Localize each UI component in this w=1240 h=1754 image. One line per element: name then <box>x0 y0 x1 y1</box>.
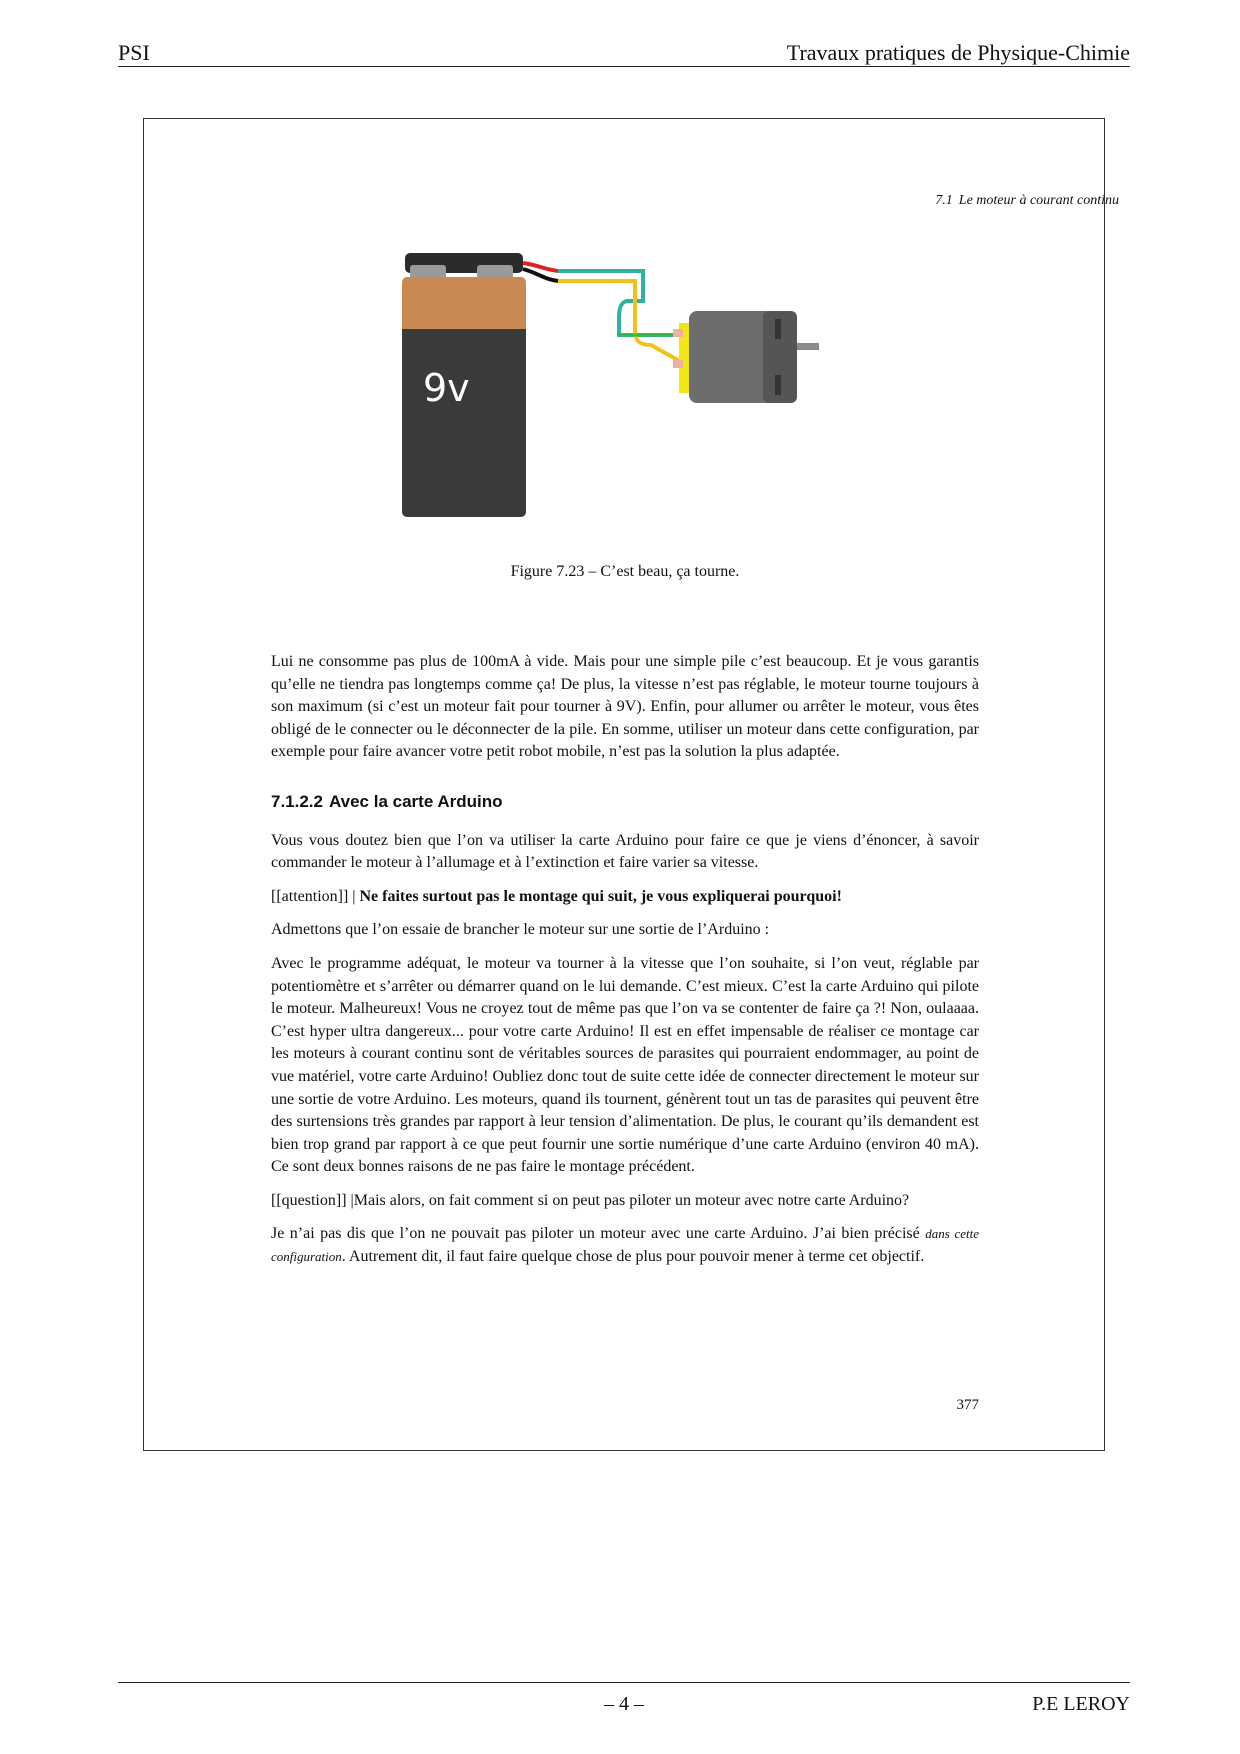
section-title: Avec la carte Arduino <box>329 791 503 811</box>
embedded-page-frame <box>143 118 1119 1451</box>
running-head <box>844 193 1119 209</box>
italic-phrase: dans cette configuration <box>271 1226 980 1265</box>
attention-warning: Ne faites surtout pas le montage qui suit, je vous expliquerai pourquoi! <box>359 887 842 905</box>
inner-page-number: 377 <box>956 1397 979 1413</box>
header-title: Travaux pratiques de Physique-Chimie <box>786 40 1130 65</box>
body-text <box>271 619 979 1280</box>
battery-motor-illustration <box>383 249 873 657</box>
figure-battery-motor <box>383 249 873 657</box>
battery-body <box>402 329 526 517</box>
footer-author: P.E LEROY <box>1032 1693 1130 1715</box>
paragraph-danger: Avec le programme adéquat, le moteur va tourner à la vitesse que l’on souhaite, si l’on veut, réglable par potentiomètre et s’arrêter ou démarrer quand on le lui demande. C’est mieux. C’est la carte Arduino qui pilote le moteur. Malheureux! Vous ne croyez tout de même pas que l’on va se contenter de faire ça ?! Non, oulaaaa. C’est hyper ultra dangereux... pour votre carte Arduino! Il est en effet impensable de réaliser ce montage car les moteurs à courant continu sont de véritables sources de parasites qui pourraient endommager, au point de vue matériel, votre carte Arduino! Oubliez donc tout de suite cette idée de connecter directement le moteur sur une sortie de votre Arduino. Les moteurs, quand ils tournent, génèrent tout un tas de parasites qui peuvent être des surtensions très grandes par rapport à leur tension d’alimentation. De plus, le courant qu’ils demandent est bien trop grand par rapport à ce que peut fournir une sortie numérique d’une carte Arduino (environ 40 mA). Ce sont deux bonnes raisons de ne pas faire le montage précédent. <box>271 954 979 1176</box>
footer-page-number: – 4 – <box>604 1693 644 1715</box>
figure-caption: Figure 7.23 – C’est beau, ça tourne. <box>510 563 740 580</box>
paragraph-conclusion: Je n’ai pas dis que l’on ne pouvait pas piloter un moteur avec une carte Arduino. J’ai bien précisé dans cette configuration. Autrement dit, il faut faire quelque chose de plus pour pouvoir mener à terme cet objectif. <box>271 1225 980 1266</box>
section-number: 7.1.2.2 <box>271 791 323 811</box>
motor-shaft <box>797 343 819 350</box>
header-course: PSI <box>118 40 150 65</box>
paragraph-attention <box>271 886 979 909</box>
battery-copper-top <box>402 277 526 335</box>
running-head-number: 7.1 <box>935 193 953 208</box>
paragraph-intro-arduino: Vous vous doutez bien que l’on va utiliser la carte Arduino pour faire ce que je viens d’énoncer, à savoir commander le moteur à l’allumage et à l’extinction et faire varier sa vitesse. <box>271 831 979 872</box>
battery-terminal-right <box>477 265 513 279</box>
attention-marker: [[attention]] | <box>271 887 356 905</box>
running-head-title: Le moteur à courant continu <box>958 193 1119 208</box>
paragraph-power-consumption: Lui ne consomme pas plus de 100mA à vide. Mais pour une simple pile c’est beaucoup. Et je vous garantis qu’elle ne tiendra pas longtemps comme ça! De plus, la vitesse n’est pas réglable, le moteur tourne toujours à son maximum (si c’est un moteur fait pour tourner à 9V). Enfin, pour allumer ou arrêter le moteur, vous êtes obligé de le connecter ou le déconnecter de la pile. En somme, utiliser un moteur dans cette configuration, par exemple pour faire avancer votre petit robot mobile, n’est pas la solution la plus adaptée. <box>271 653 979 761</box>
paragraph-assumption: Admettons que l’on essaie de brancher le moteur sur une sortie de l’Arduino : <box>271 921 770 939</box>
page-footer <box>118 1682 1130 1723</box>
paragraph-question: [[question]] |Mais alors, on fait comment si on peut pas piloter un moteur avec notre carte Arduino? <box>271 1191 910 1209</box>
battery-label: 9v <box>423 366 470 410</box>
battery-terminal-left <box>410 265 446 279</box>
page-header <box>118 36 1130 67</box>
section-heading <box>271 791 979 814</box>
